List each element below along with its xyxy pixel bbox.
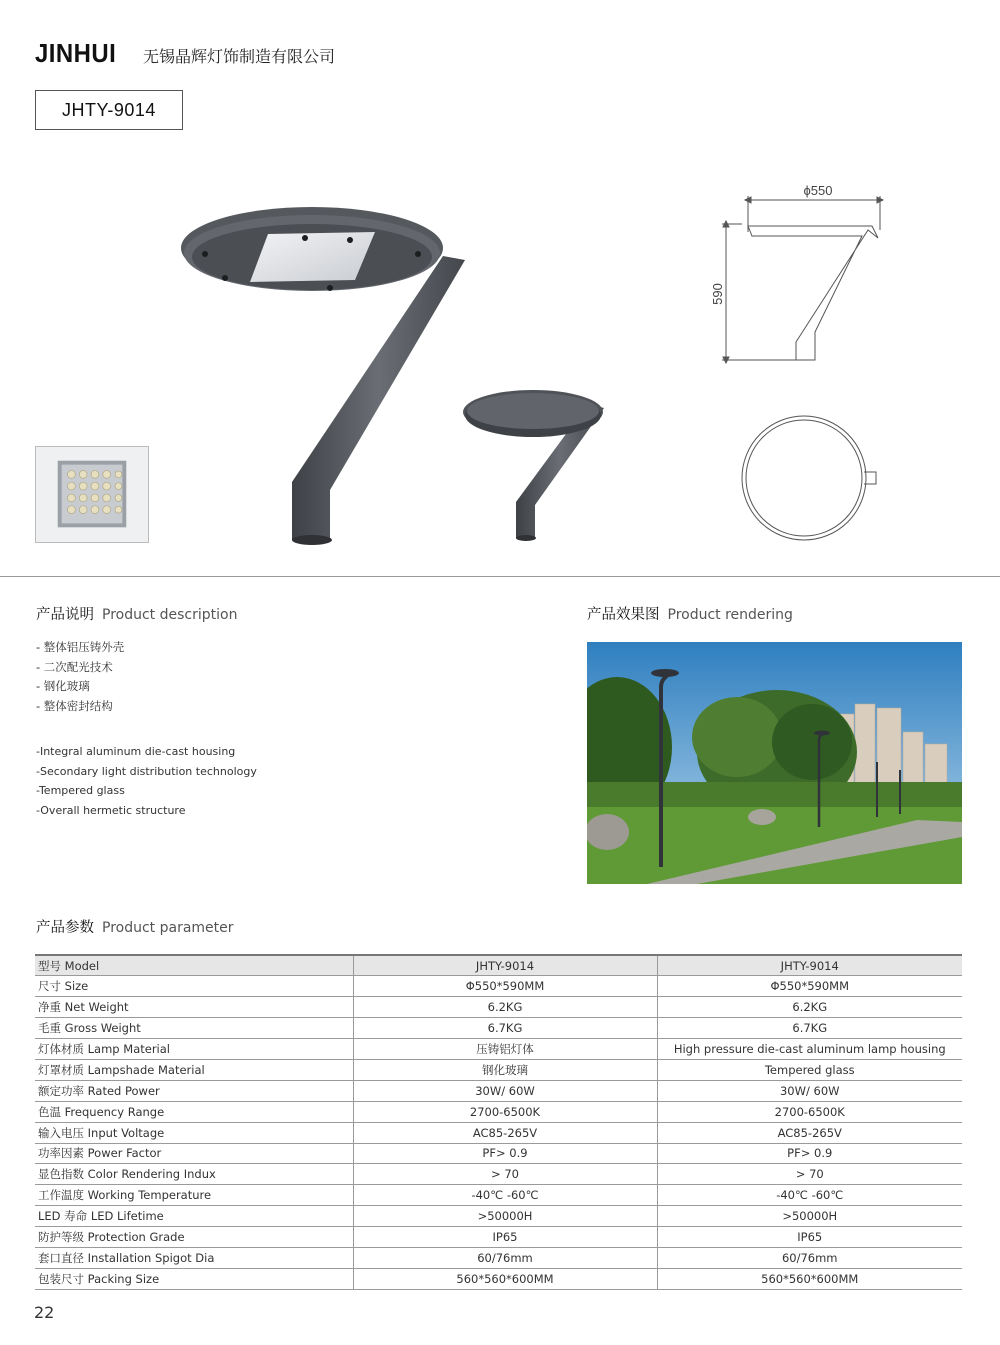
table-row [35, 1227, 962, 1248]
table-row [35, 1080, 962, 1101]
table-row [35, 955, 962, 976]
parameter-title [36, 916, 234, 937]
list-item: - 钢化玻璃 [36, 679, 90, 693]
diameter-label: ϕ550 [803, 183, 833, 198]
param-value-cn: 钢化玻璃 [353, 1059, 657, 1080]
param-label: 灯体材质 Lamp Material [35, 1039, 353, 1060]
side-view-drawing [722, 196, 883, 363]
lamp-small-image [463, 390, 604, 541]
list-item: - 二次配光技术 [36, 659, 113, 674]
height-label: 590 [710, 283, 725, 305]
section-divider [0, 576, 1000, 577]
param-value-cn: IP65 [353, 1227, 657, 1248]
param-value-en: -40℃ -60℃ [657, 1185, 962, 1206]
param-value-en: 560*560*600MM [657, 1268, 962, 1289]
param-label: 防护等级 Protection Grade [35, 1227, 353, 1248]
param-value-cn: 6.2KG [353, 997, 657, 1018]
lamp-large-image [181, 207, 465, 545]
table-row [35, 1143, 962, 1164]
list-item: -Tempered glass [36, 784, 125, 797]
param-label: 包装尺寸 Packing Size [35, 1268, 353, 1289]
param-value-en: 30W/ 60W [657, 1080, 962, 1101]
list-item: -Integral aluminum die-cast housing [36, 745, 236, 758]
param-value-cn: 2700-6500K [353, 1101, 657, 1122]
param-value-en: AC85-265V [657, 1122, 962, 1143]
company-name: 无锡晶辉灯饰制造有限公司 [143, 47, 336, 66]
description-title [36, 603, 237, 624]
param-value-en: Tempered glass [657, 1059, 962, 1080]
list-item: -Overall hermetic structure [36, 803, 186, 817]
table-row [35, 1039, 962, 1060]
rendering-title [587, 603, 793, 624]
param-value-en: > 70 [657, 1164, 962, 1185]
param-label: 额定功率 Rated Power [35, 1080, 353, 1101]
rendering-image [587, 642, 962, 884]
param-label: 显色指数 Color Rendering Indux [35, 1164, 353, 1185]
table-row [35, 1206, 962, 1227]
param-value-en: IP65 [657, 1227, 962, 1248]
param-value-cn: > 70 [353, 1164, 657, 1185]
list-item: -Secondary light distribution technology [36, 764, 257, 778]
param-value-en: 60/76mm [657, 1247, 962, 1268]
param-label: 工作温度 Working Temperature [35, 1185, 353, 1206]
param-label: 套口直径 Installation Spigot Dia [35, 1247, 353, 1268]
param-label: LED 寿命 LED Lifetime [35, 1206, 353, 1227]
param-label: 功率因素 Power Factor [35, 1143, 353, 1164]
table-row [35, 1122, 962, 1143]
list-item: - 整体铝压铸外壳 [36, 640, 125, 654]
page-number: 22 [34, 1303, 55, 1322]
param-value-en: JHTY-9014 [657, 955, 962, 976]
table-row [35, 1101, 962, 1122]
description-title-en: Product description [102, 607, 238, 623]
parameter-title-en: Product parameter [102, 920, 234, 936]
param-value-cn: 压铸铝灯体 [353, 1039, 657, 1060]
param-value-cn: Φ550*590MM [353, 976, 657, 997]
rendering-title-cn: 产品效果图 [587, 607, 660, 623]
brand-logo: JINHUI [35, 38, 117, 68]
table-row [35, 976, 962, 997]
param-value-en: 6.2KG [657, 997, 962, 1018]
param-label: 尺寸 Size [35, 976, 353, 997]
table-row [35, 1185, 962, 1206]
param-value-en: >50000H [657, 1206, 962, 1227]
led-module-thumbnail [35, 446, 149, 543]
param-value-cn: 560*560*600MM [353, 1268, 657, 1289]
description-title-cn: 产品说明 [36, 607, 94, 623]
param-label: 毛重 Gross Weight [35, 1018, 353, 1039]
list-item: - 整体密封结构 [36, 698, 113, 713]
param-value-en: High pressure die-cast aluminum lamp housing [657, 1039, 962, 1060]
param-value-cn: -40℃ -60℃ [353, 1185, 657, 1206]
rendering-title-en: Product rendering [667, 607, 793, 623]
param-value-en: PF> 0.9 [657, 1143, 962, 1164]
param-value-en: 2700-6500K [657, 1101, 962, 1122]
param-label: 灯罩材质 Lampshade Material [35, 1059, 353, 1080]
description-list-cn [36, 638, 124, 716]
product-hero [0, 160, 1000, 560]
table-row [35, 1018, 962, 1039]
param-label: 净重 Net Weight [35, 997, 353, 1018]
param-label: 色温 Frequency Range [35, 1101, 353, 1122]
param-value-en: Φ550*590MM [657, 976, 962, 997]
table-row [35, 1268, 962, 1289]
param-value-cn: 30W/ 60W [353, 1080, 657, 1101]
table-row [35, 1059, 962, 1080]
param-value-cn: 60/76mm [353, 1247, 657, 1268]
model-title: JHTY-9014 [35, 90, 183, 130]
top-view-drawing [742, 416, 876, 540]
param-value-cn: PF> 0.9 [353, 1143, 657, 1164]
param-value-cn: 6.7KG [353, 1018, 657, 1039]
parameter-title-cn: 产品参数 [36, 920, 94, 936]
table-row [35, 1247, 962, 1268]
description-list-en [36, 742, 257, 820]
param-value-cn: AC85-265V [353, 1122, 657, 1143]
param-value-en: 6.7KG [657, 1018, 962, 1039]
param-label: 型号 Model [35, 955, 353, 976]
param-label: 输入电压 Input Voltage [35, 1122, 353, 1143]
table-row [35, 997, 962, 1018]
table-row [35, 1164, 962, 1185]
param-value-cn: JHTY-9014 [353, 955, 657, 976]
param-value-cn: >50000H [353, 1206, 657, 1227]
parameter-table [35, 954, 962, 1290]
